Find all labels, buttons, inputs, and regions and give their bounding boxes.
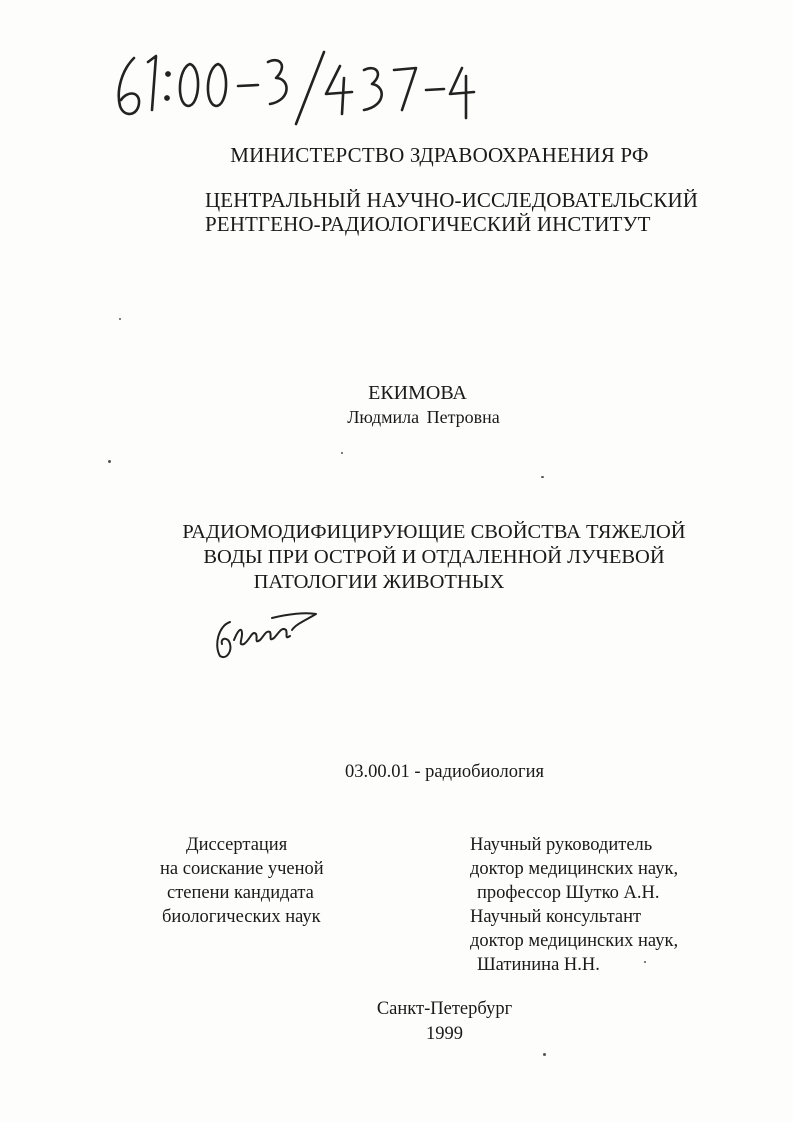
handwritten-signature xyxy=(212,600,322,662)
supervisor-line: Научный руководитель xyxy=(470,835,653,855)
scan-speck xyxy=(108,460,111,463)
year: 1999 xyxy=(426,1024,463,1044)
degree-line: на соискание ученой xyxy=(160,859,324,879)
supervisor-line: Научный консультант xyxy=(470,907,642,927)
title-line: РАДИОМОДИФИЦИРУЮЩИЕ СВОЙСТВА ТЯЖЕЛОЙ xyxy=(182,521,686,543)
ministry-heading: МИНИСТЕРСТВО ЗДРАВООХРАНЕНИЯ РФ xyxy=(230,143,649,167)
degree-statement xyxy=(160,833,324,929)
supervisor-line: доктор медицинских наук, xyxy=(470,931,679,951)
scan-speck xyxy=(341,452,343,454)
supervisor-line: Шатинина Н.Н. xyxy=(477,955,600,975)
degree-line: биологических наук xyxy=(162,907,321,927)
supervisor-line: профессор Шутко А.Н. xyxy=(477,883,660,903)
supervisors-block xyxy=(470,833,678,977)
institute-name xyxy=(205,188,698,236)
author-given-names: Людмила Петровна xyxy=(347,407,500,427)
title-line: ПАТОЛОГИИ ЖИВОТНЫХ xyxy=(253,571,505,593)
scan-speck xyxy=(543,1053,546,1056)
city: Санкт-Петербург xyxy=(376,999,513,1019)
scan-speck xyxy=(541,476,544,478)
degree-line: Диссертация xyxy=(186,835,288,855)
institute-line: РЕНТГЕНО-РАДИОЛОГИЧЕСКИЙ ИНСТИТУТ xyxy=(205,212,651,236)
scan-speck xyxy=(119,318,121,320)
specialty-code: 03.00.01 - радиобиология xyxy=(345,762,544,782)
title-line: ВОДЫ ПРИ ОСТРОЙ И ОТДАЛЕННОЙ ЛУЧЕВОЙ xyxy=(203,546,665,568)
institute-line: ЦЕНТРАЛЬНЫЙ НАУЧНО-ИССЛЕДОВАТЕЛЬСКИЙ xyxy=(205,188,698,212)
handwritten-catalog-number xyxy=(112,48,482,126)
supervisor-line: доктор медицинских наук, xyxy=(470,859,679,879)
author-surname: ЕКИМОВА xyxy=(368,382,467,404)
thesis-title xyxy=(0,520,793,595)
scan-speck xyxy=(644,961,646,963)
degree-line: степени кандидата xyxy=(167,883,314,903)
